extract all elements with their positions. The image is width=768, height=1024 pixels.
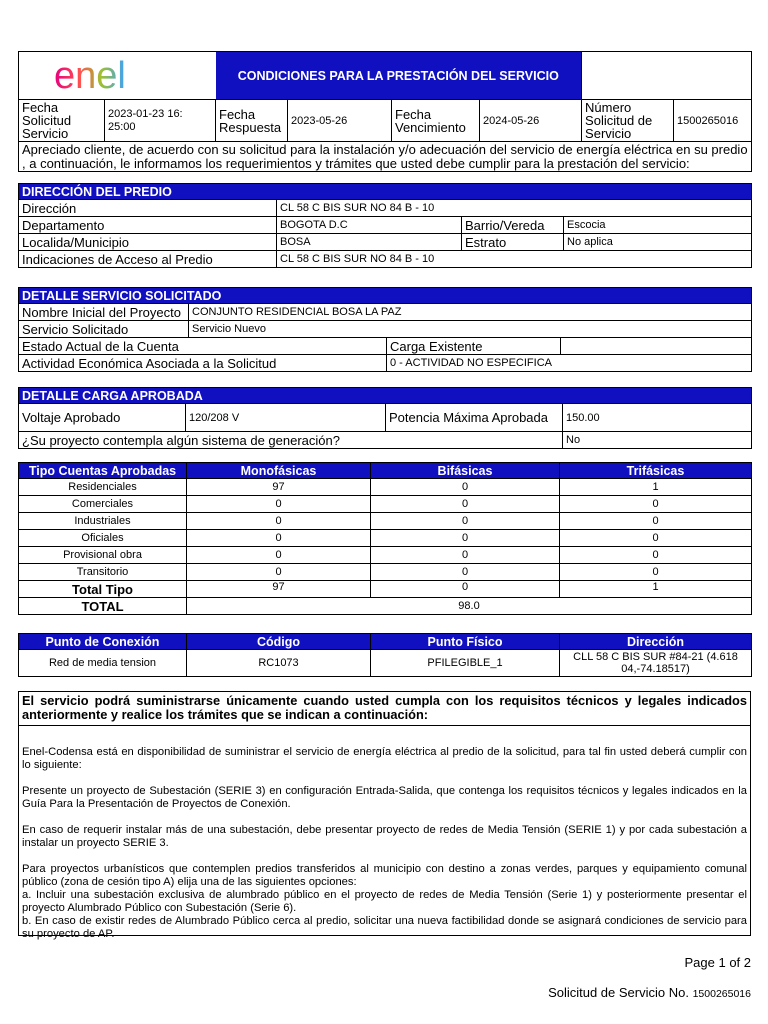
requisitos-heading: El servicio podrá suministrarse únicamente cuando usted cumpla con los requisitos técnicos y legales indicados anteriormente y realice los trámites que se indican a continuación: [19, 692, 750, 726]
footer-solicitud-label: Solicitud de Servicio No. [548, 985, 689, 1000]
conexion-header-fisico: Punto Físico [371, 634, 560, 650]
cuentas-bi: 0 [371, 513, 560, 530]
detalle-carga-table [18, 387, 752, 449]
table-row [19, 530, 752, 547]
page-title: CONDICIONES PARA LA PRESTACIÓN DEL SERVICIO [216, 52, 582, 100]
page-number: Page 1 of 2 [684, 955, 751, 970]
potencia-value: 150.00 [563, 404, 752, 432]
carga-existente-label: Carga Existente [387, 338, 561, 355]
table-row [19, 496, 752, 513]
requisitos-p4c: b. En caso de existir redes de Alumbrado Público cerca al predio, solicitar una nueva factibilidad donde se asignará condiciones de servicio para su proyecto de AP. [22, 915, 747, 940]
requisitos-p4b: a. Incluir una subestación exclusiva de alumbrado público en el proyecto de redes de Media Tensión (Serie 1) y posteriormente presentar el proyecto Alumbrado Público con Subestación (Serie 6). [22, 889, 747, 914]
total-tipo-bi: 0 [371, 581, 560, 598]
nombre-proyecto-label: Nombre Inicial del Proyecto [19, 304, 189, 321]
cuentas-mono: 0 [187, 513, 371, 530]
estrato-value: No aplica [564, 234, 752, 251]
cuentas-tipo: Residenciales [19, 479, 187, 496]
fecha-vencimiento-value: 2024-05-26 [480, 100, 582, 142]
conexion-table [18, 633, 752, 677]
cuentas-bi: 0 [371, 479, 560, 496]
table-row [19, 513, 752, 530]
cuentas-tipo: Industriales [19, 513, 187, 530]
cuentas-tri: 0 [560, 564, 752, 581]
voltaje-value: 120/208 V [186, 404, 386, 432]
cuentas-mono: 0 [187, 547, 371, 564]
fecha-solicitud-value: 2023-01-23 16: 25:00 [105, 100, 216, 142]
table-row [19, 547, 752, 564]
cuentas-bi: 0 [371, 547, 560, 564]
cuentas-bi: 0 [371, 530, 560, 547]
direccion-predio-table [18, 183, 752, 268]
cuentas-tri: 0 [560, 496, 752, 513]
conexion-codigo: RC1073 [187, 650, 371, 677]
cuentas-bi: 0 [371, 564, 560, 581]
cuentas-table [18, 462, 752, 615]
cuentas-header-bi: Bifásicas [371, 463, 560, 479]
cuentas-tri: 1 [560, 479, 752, 496]
cuentas-tri: 0 [560, 513, 752, 530]
departamento-value: BOGOTA D.C [277, 217, 462, 234]
conexion-header-direccion: Dirección [560, 634, 752, 650]
conexion-fisico: PFILEGIBLE_1 [371, 650, 560, 677]
total-label: TOTAL [19, 598, 187, 615]
conexion-direccion: CLL 58 C BIS SUR #84-21 (4.618 04,-74.18517) [560, 650, 752, 677]
indicaciones-label: Indicaciones de Acceso al Predio [19, 251, 277, 268]
cuentas-bi: 0 [371, 496, 560, 513]
generacion-value: No [563, 432, 752, 449]
fecha-respuesta-value: 2023-05-26 [288, 100, 392, 142]
nombre-proyecto-value: CONJUNTO RESIDENCIAL BOSA LA PAZ [189, 304, 752, 321]
total-tipo-label: Total Tipo [19, 581, 187, 598]
detalle-servicio-header: DETALLE SERVICIO SOLICITADO [19, 288, 752, 304]
conexion-punto: Red de media tension [19, 650, 187, 677]
table-row [19, 479, 752, 496]
total-tipo-mono: 97 [187, 581, 371, 598]
requisitos-p2: Presente un proyecto de Subestación (SERIE 3) en configuración Entrada-Salida, que contenga los requisitos técnicos y legales indicados en la Guía Para la Presentación de Proyectos de Conexión. [22, 785, 747, 810]
fecha-solicitud-label: Fecha Solicitud Servicio [19, 100, 105, 142]
cuentas-tipo: Comerciales [19, 496, 187, 513]
fecha-respuesta-label: Fecha Respuesta [216, 100, 288, 142]
cuentas-header-tri: Trifásicas [560, 463, 752, 479]
requisitos-p3: En caso de requerir instalar más de una subestación, debe presentar proyecto de redes de Media Tensión (SERIE 1) y por cada subestación a instalar un proyecto SERIE 3. [22, 824, 747, 849]
total-tipo-tri: 1 [560, 581, 752, 598]
intro-text: Apreciado cliente, de acuerdo con su solicitud para la instalación y/o adecuación del servicio de energía eléctrica en su predio , a continuación, le informamos los requerimientos y trámites que usted debe cumplir para la prestación del servicio: [19, 142, 752, 172]
fecha-vencimiento-label: Fecha Vencimiento [392, 100, 480, 142]
cuentas-tipo: Provisional obra [19, 547, 187, 564]
localidad-label: Localida/Municipio [19, 234, 277, 251]
logo-text: enel [54, 55, 126, 96]
direccion-label: Dirección [19, 200, 277, 217]
cuentas-mono: 0 [187, 496, 371, 513]
servicio-solicitado-label: Servicio Solicitado [19, 321, 189, 338]
cuentas-header-mono: Monofásicas [187, 463, 371, 479]
indicaciones-value: CL 58 C BIS SUR NO 84 B - 10 [277, 251, 752, 268]
cuentas-mono: 97 [187, 479, 371, 496]
barrio-value: Escocia [564, 217, 752, 234]
departamento-label: Departamento [19, 217, 277, 234]
cuentas-tri: 0 [560, 530, 752, 547]
requisitos-body [19, 726, 750, 941]
estado-cuenta-label: Estado Actual de la Cuenta [19, 338, 387, 355]
localidad-value: BOSA [277, 234, 462, 251]
detalle-carga-header: DETALLE CARGA APROBADA [19, 388, 752, 404]
footer-solicitud [440, 985, 751, 1000]
cuentas-header-tipo: Tipo Cuentas Aprobadas [19, 463, 187, 479]
table-row [19, 564, 752, 581]
total-row [19, 598, 752, 615]
cuentas-mono: 0 [187, 530, 371, 547]
requisitos-p1: Enel-Codensa está en disponibilidad de suministrar el servicio de energía eléctrica al predio de la solicitud, para tal fin usted deberá cumplir con lo siguiente: [22, 746, 747, 771]
requisitos-p4a: Para proyectos urbanísticos que contemplen predios transferidos al municipio con destino a zonas verdes, parques y equipamiento comunal público (zona de cesión tipo A) elija una de las siguientes opciones: [22, 863, 747, 888]
voltaje-label: Voltaje Aprobado [19, 404, 186, 432]
carga-existente-value [561, 338, 752, 355]
header-table [18, 51, 752, 172]
direccion-predio-header: DIRECCIÓN DEL PREDIO [19, 184, 752, 200]
barrio-label: Barrio/Vereda [462, 217, 564, 234]
estrato-label: Estrato [462, 234, 564, 251]
generacion-label: ¿Su proyecto contempla algún sistema de generación? [19, 432, 563, 449]
direccion-value: CL 58 C BIS SUR NO 84 B - 10 [277, 200, 752, 217]
total-tipo-row [19, 581, 752, 598]
servicio-solicitado-value: Servicio Nuevo [189, 321, 752, 338]
numero-solicitud-label: Número Solicitud de Servicio [582, 100, 674, 142]
footer-solicitud-value: 1500265016 [692, 988, 751, 1000]
header-blank-cell [582, 52, 752, 100]
enel-logo [52, 56, 162, 96]
cuentas-tipo: Oficiales [19, 530, 187, 547]
conexion-header-codigo: Código [187, 634, 371, 650]
detalle-servicio-table [18, 287, 752, 372]
cuentas-mono: 0 [187, 564, 371, 581]
potencia-label: Potencia Máxima Aprobada [386, 404, 563, 432]
cuentas-tipo: Transitorio [19, 564, 187, 581]
numero-solicitud-value: 1500265016 [674, 100, 752, 142]
total-value: 98.0 [187, 598, 752, 615]
actividad-value: 0 - ACTIVIDAD NO ESPECIFICA [387, 355, 752, 372]
requisitos-box [18, 691, 751, 940]
logo-cell [19, 52, 216, 100]
cuentas-tri: 0 [560, 547, 752, 564]
conexion-header-punto: Punto de Conexión [19, 634, 187, 650]
actividad-label: Actividad Económica Asociada a la Solicitud [19, 355, 387, 372]
